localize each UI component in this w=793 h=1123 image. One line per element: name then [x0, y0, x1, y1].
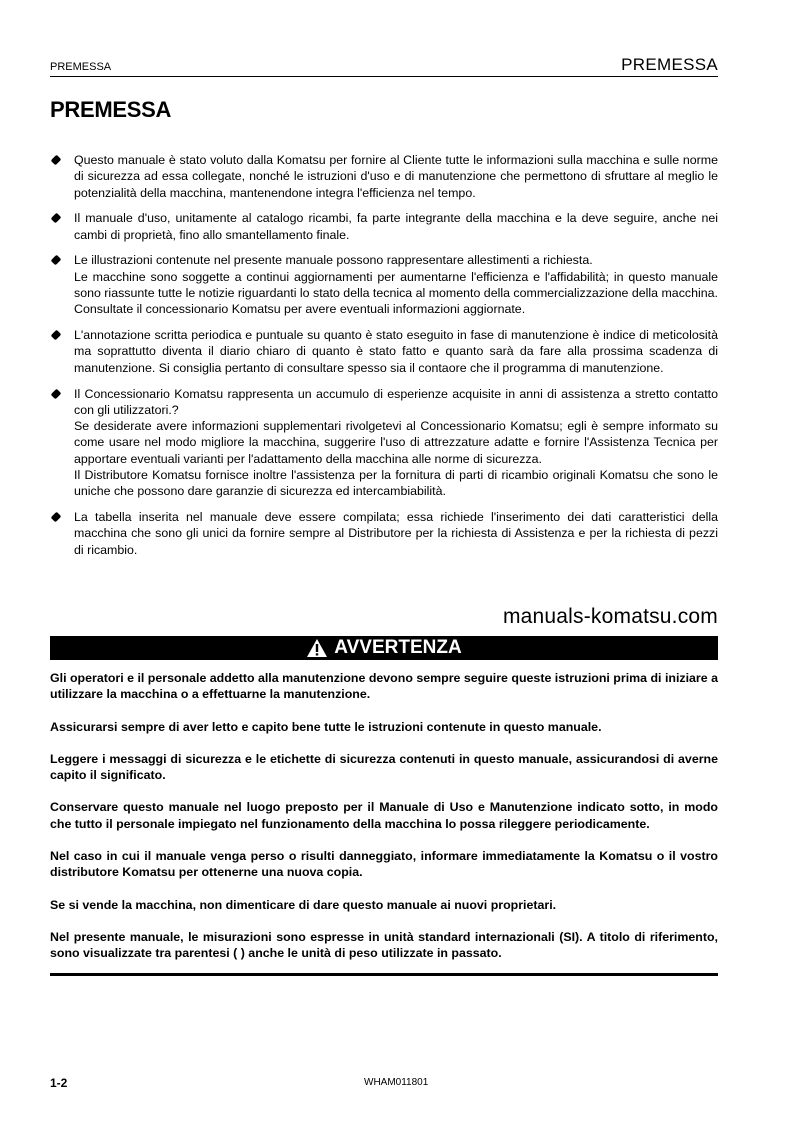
- bullet-paragraph: Il Distributore Komatsu fornisce inoltre l'assistenza per la fornitura di parti di ricambio originali Komatsu che sono le uniche che possono dare garanzie di sicurezza ed intercambiabilità.: [74, 468, 718, 499]
- list-item: [50, 386, 718, 500]
- warning-paragraph: Se si vende la macchina, non dimenticare di dare questo manuale ai nuovi proprietari.: [50, 897, 557, 912]
- warning-paragraph: Nel caso in cui il manuale venga perso o risulti danneggiato, informare immediatamente la Komatsu o il vostro distributore Komatsu per ottenerne una nuova copia.: [50, 849, 718, 880]
- bullet-diamond-icon: [51, 512, 62, 523]
- bullet-paragraph: La tabella inserita nel manuale deve essere compilata; essa richiede l'inserimento dei dati caratteristici della macchina che sono gli unici da fornire sempre al Distributore per la richiesta di Assistenza e per la richiesta di pezzi di ricambio.: [74, 510, 718, 557]
- page-title: PREMESSA: [50, 97, 172, 122]
- bullet-paragraph: Le illustrazioni contenute nel presente manuale possono rappresentare allestimenti a richiesta.: [74, 253, 593, 268]
- bullet-diamond-icon: [51, 330, 62, 341]
- bullet-list: [50, 152, 718, 568]
- warning-triangle-icon: [306, 638, 328, 658]
- list-item: [50, 152, 718, 201]
- bullet-diamond-icon: [51, 155, 62, 166]
- warning-banner: [50, 636, 718, 660]
- warning-body: [50, 670, 718, 978]
- header-divider: [50, 76, 718, 77]
- warning-bottom-rule: [50, 973, 718, 976]
- page-number: 1-2: [50, 1076, 68, 1090]
- list-item: [50, 509, 718, 558]
- document-code: WHAM011801: [364, 1077, 429, 1088]
- header-section-left: PREMESSA: [50, 61, 112, 73]
- bullet-paragraph: Le macchine sono soggette a continui aggiornamenti per aumentarne l'efficienza e l'affidabilità; in questo manuale sono riassunte tutte le notizie riguardanti lo stato della tecnica al momento della commercializzazione della macchina.: [74, 269, 718, 301]
- bullet-paragraph: Questo manuale è stato voluto dalla Komatsu per fornire al Cliente tutte le informazioni sulla macchina e sulle norme di sicurezza ad essa collegate, nonché le istruzioni d'uso e di manutenzione che permettono di sfruttare al meglio le potenzialità della macchina, mantenendone integra l'efficienza nel tempo.: [74, 153, 718, 200]
- list-item: [50, 327, 718, 376]
- bullet-diamond-icon: [51, 388, 62, 399]
- bullet-paragraph: L'annotazione scritta periodica e puntuale su quanto è stato eseguito in fase di manutenzione è indice di meticolosità ma soprattutto diventa il diario chiaro di quanto è stato fatto e quanto sarà da fare alla prossima scadenza di manutenzione. Si consiglia pertanto di consultare spesso sia il contaore che il programma di manutenzione.: [74, 328, 718, 375]
- warning-paragraph: Nel presente manuale, le misurazioni sono espresse in unità standard internazionali (SI). A titolo di riferimento, sono visualizzate tra parentesi ( ) anche le unità di peso utilizzate in passato.: [50, 929, 718, 961]
- warning-paragraph: Assicurarsi sempre di aver letto e capito bene tutte le istruzioni contenute in questo manuale.: [50, 719, 602, 734]
- warning-paragraph: Conservare questo manuale nel luogo preposto per il Manuale di Uso e Manutenzione indicato sotto, in modo che tutto il personale impiegato nel funzionamento della macchina lo possa rileggere periodicamente.: [50, 800, 718, 831]
- warning-paragraph: Gli operatori e il personale addetto alla manutenzione devono sempre seguire queste istruzioni prima di iniziare a utilizzare la macchina o a effettuarne la manutenzione.: [50, 671, 718, 702]
- header-section-right: PREMESSA: [621, 55, 718, 74]
- bullet-paragraph: Il manuale d'uso, unitamente al catalogo ricambi, fa parte integrante della macchina e la deve seguire, anche nei cambi di proprietà, fino allo smantellamento finale.: [74, 211, 718, 242]
- bullet-diamond-icon: [51, 255, 62, 266]
- bullet-diamond-icon: [51, 213, 62, 224]
- warning-label: AVVERTENZA: [334, 637, 462, 658]
- bullet-paragraph: Consultate il concessionario Komatsu per avere eventuali informazioni aggiornate.: [74, 302, 526, 317]
- watermark: manuals-komatsu.com: [502, 605, 718, 628]
- list-item: [50, 252, 718, 317]
- bullet-paragraph: Se desiderate avere informazioni supplementari rivolgetevi al Concessionario Komatsu; egli è sempre informato su come usare nel modo migliore la macchina, suggerire l'uso di attrezzature adatte e fornire l'Assistenza Tecnica per apportare eventuali varianti per l'adattamento della macchina alle norme di sicurezza.: [74, 419, 718, 466]
- warning-paragraph: Leggere i messaggi di sicurezza e le etichette di sicurezza contenuti in questo manuale, assicurandosi di averne capito il significato.: [50, 751, 718, 783]
- bullet-paragraph: Il Concessionario Komatsu rappresenta un accumulo di esperienze acquisite in anni di assistenza a stretto contatto con gli utilizzatori.?: [74, 386, 718, 417]
- list-item: [50, 210, 718, 243]
